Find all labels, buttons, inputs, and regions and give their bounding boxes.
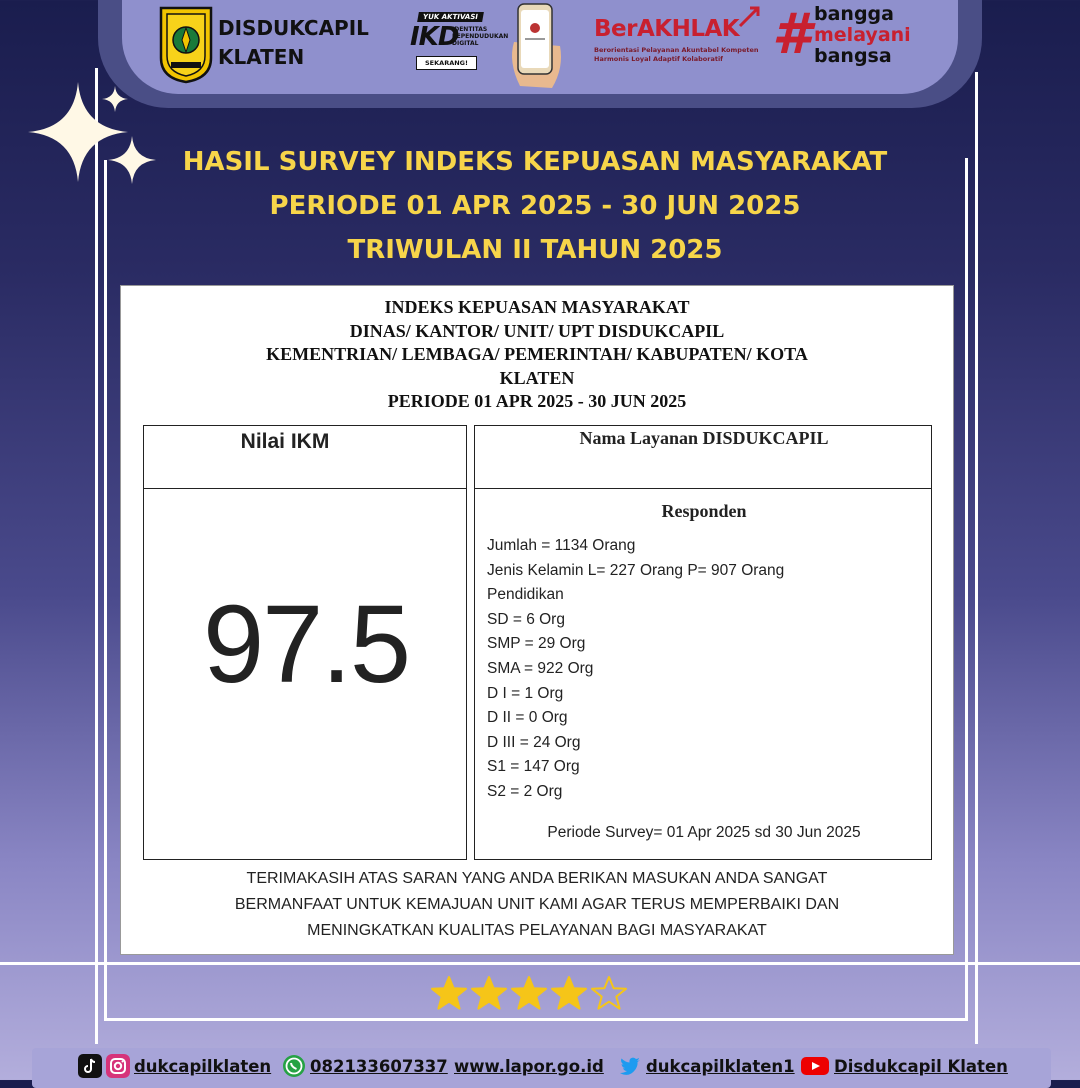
phone-in-hand-icon (506, 2, 568, 90)
whatsapp-link[interactable] (282, 1053, 448, 1079)
instagram-handle: dukcapilklaten (134, 1056, 272, 1076)
agency-name-line2: KLATEN (218, 45, 305, 69)
agency-name (218, 14, 408, 72)
thanks-line2: BERMANFAAT UNTUK KEMAJUAN UNIT KAMI AGAR TERUS MEMPERBAIKI DAN (234, 896, 840, 913)
berakhlak-swoosh-icon (738, 6, 762, 28)
thanks-line3: MENINGKATKAN KUALITAS PELAYANAN BAGI MASYARAKAT (307, 922, 767, 939)
respondent-item: Pendidikan (487, 586, 564, 604)
bangga-line2: melayani (814, 24, 911, 46)
ikm-value: 97.5 (202, 583, 410, 706)
respondent-item: D II = 0 Org (487, 709, 568, 727)
bangga-line3: bangsa (814, 45, 892, 67)
report-heading-line4: KLATEN (499, 367, 575, 388)
report-heading-line2: DINAS/ KANTOR/ UNIT/ UPT DISDUKCAPIL (349, 320, 725, 341)
hashtag-icon: # (772, 2, 811, 67)
twitter-handle: dukcapilklaten1 (646, 1056, 795, 1076)
twitter-link[interactable] (618, 1053, 795, 1079)
respondents-title: Responden (661, 501, 747, 521)
report-heading-line1: INDEKS KEPUASAN MASYARAKAT (384, 297, 690, 317)
survey-title-line3: TRIWULAN II TAHUN 2025 (347, 235, 723, 265)
service-label-cell (474, 425, 932, 490)
frame-line-right-inner (965, 158, 968, 1020)
ikd-campaign-badge (410, 12, 509, 70)
thanks-line1: TERIMAKASIH ATAS SARAN YANG ANDA BERIKAN MASUKAN ANDA SANGAT (246, 870, 828, 887)
lapor-link[interactable] (454, 1053, 604, 1079)
report-heading (121, 296, 953, 414)
report-heading-line3: KEMENTRIAN/ LEMBAGA/ PEMERINTAH/ KABUPATEN/ KOTA (266, 344, 808, 364)
report-heading-line5: PERIODE 01 APR 2025 - 30 JUN 2025 (387, 391, 687, 411)
ikm-value-cell (143, 488, 467, 860)
ikm-report-document (120, 285, 954, 955)
bangga-melayani-bangsa (814, 4, 911, 67)
youtube-icon (800, 1054, 830, 1078)
lapor-url: www.lapor.go.id (454, 1056, 604, 1076)
frame-line-bottom (104, 1018, 968, 1021)
berakhlak-subtitle: Berorientasi Pelayanan Akuntabel Kompeten Harmonis Loyal Adaptif Kolaboratif (594, 46, 759, 63)
respondent-item: S1 = 147 Org (487, 758, 580, 776)
sparkle-small-icon (102, 86, 128, 112)
star-rating (430, 975, 650, 1017)
survey-period: Periode Survey= 01 Apr 2025 sd 30 Jun 2025 (547, 824, 861, 841)
respondent-item: D I = 1 Org (487, 684, 564, 702)
service-label: Nama Layanan DISDUKCAPIL (579, 428, 829, 448)
whatsapp-icon (282, 1054, 306, 1078)
star-filled-icon (510, 975, 548, 1013)
thanks-message (161, 866, 913, 944)
respondent-item: Jumlah = 1134 Orang (487, 537, 636, 554)
whatsapp-number: 082133607337 (310, 1056, 448, 1076)
ikd-main-label: IKD (410, 22, 459, 52)
ikm-label: Nilai IKM (240, 430, 330, 453)
agency-name-line1: DISDUKCAPIL (218, 16, 369, 40)
instagram-icon (106, 1054, 130, 1078)
frame-line-left-outer (95, 68, 98, 1044)
respondent-item: D III = 24 Org (487, 733, 581, 751)
frame-line-left-inner (104, 160, 107, 1020)
berakhlak-logo-title: BerAKHLAK (594, 16, 740, 42)
survey-title (130, 140, 940, 272)
ikd-side-label: IDENTITAS KEPENDUDUKAN DIGITAL (452, 26, 509, 47)
klaten-crest-logo (157, 6, 215, 84)
bangga-line1: bangga (814, 3, 894, 25)
frame-line-right-outer (975, 72, 978, 1044)
respondent-item: SMP = 29 Org (487, 635, 586, 653)
youtube-link[interactable] (800, 1053, 1008, 1079)
star-filled-icon (470, 975, 508, 1013)
ikd-top-label: YUK AKTIVASI (417, 12, 484, 22)
youtube-channel: Disdukcapil Klaten (834, 1056, 1008, 1076)
ikd-bottom-label: SEKARANG! (416, 56, 477, 70)
ikm-label-cell (143, 425, 467, 490)
respondents-cell (474, 488, 932, 860)
survey-title-line2: PERIODE 01 APR 2025 - 30 JUN 2025 (269, 191, 801, 221)
respondent-item: S2 = 2 Org (487, 782, 563, 800)
respondent-item: SD = 6 Org (487, 610, 565, 628)
social-tiktok-instagram-link[interactable] (78, 1053, 271, 1079)
respondent-list (487, 534, 927, 805)
tiktok-icon (78, 1054, 102, 1078)
star-filled-icon (550, 975, 588, 1013)
frame-line-horizontal (0, 962, 1080, 965)
twitter-icon (618, 1054, 642, 1078)
star-empty-icon (590, 975, 628, 1013)
respondent-item: SMA = 922 Org (487, 659, 594, 677)
star-filled-icon (430, 975, 468, 1013)
respondent-item: Jenis Kelamin L= 227 Orang P= 907 Orang (487, 561, 785, 579)
survey-title-line1: HASIL SURVEY INDEKS KEPUASAN MASYARAKAT (182, 147, 888, 177)
